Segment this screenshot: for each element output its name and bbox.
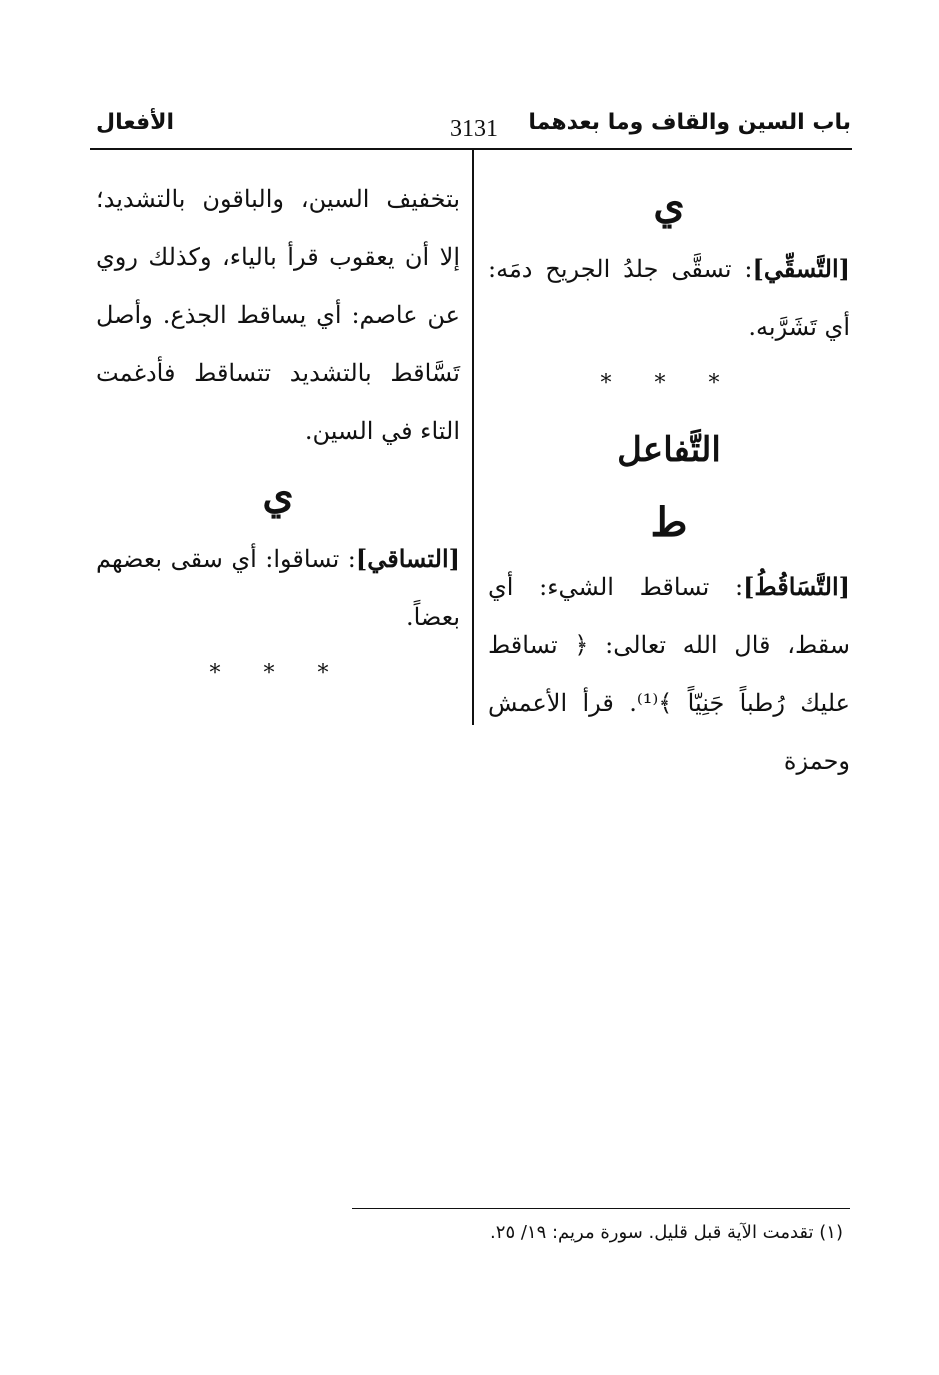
dictionary-entry bbox=[488, 240, 850, 356]
running-header-title: باب السين والقاف وما بعدهما bbox=[528, 110, 851, 135]
dictionary-entry bbox=[96, 530, 460, 646]
entry-continuation: بتخفيف السين، والباقون بالتشديد؛ إلا أن يعقوب قرأ بالياء، وكذلك روي عن عاصم: أي يساقط الجذع. وأصل تَسَّاقط بالتشديد تتساقط فأدغمت التاء في السين. bbox=[96, 185, 460, 445]
entry-definition: : تسقَّى جلدُ الجريح دمَه: أي تَشَرَّبه. bbox=[488, 255, 850, 341]
right-column bbox=[488, 170, 850, 790]
footnote-rule bbox=[352, 1208, 850, 1209]
footnote: (١) تقدمت الآية قبل قليل. سورة مريم: ١٩/ ٢٥. bbox=[490, 1222, 843, 1243]
letter-heading: ي bbox=[262, 471, 294, 518]
separator-stars: * * * bbox=[600, 371, 738, 396]
letter-heading: ي bbox=[653, 181, 685, 228]
letter-heading: ط bbox=[650, 499, 688, 546]
entry-definition: : تساقوا: أي سقى بعضهم بعضاً. bbox=[96, 545, 460, 631]
header-rule bbox=[90, 148, 852, 150]
entry-headword: [التَّسقِّي] bbox=[752, 254, 850, 283]
running-header-section: الأفعال bbox=[96, 110, 175, 135]
entry-definition: : تساقط الشيء: أي سقط، قال الله تعالى: ﴿ تساقط عليك رُطباً جَنِيّاً ﴾⁽¹⁾. قرأ الأعمش وحمزة bbox=[488, 573, 850, 775]
separator-stars: * * * bbox=[209, 661, 347, 686]
left-column bbox=[96, 170, 460, 702]
column-divider bbox=[472, 150, 474, 725]
entry-headword: [التساقي] bbox=[355, 544, 460, 573]
entry-headword: [التَّسَاقُطُ] bbox=[743, 572, 850, 601]
section-title: التَّفاعل bbox=[617, 430, 721, 470]
dictionary-entry bbox=[488, 558, 850, 790]
page-number: 3131 bbox=[450, 116, 498, 142]
